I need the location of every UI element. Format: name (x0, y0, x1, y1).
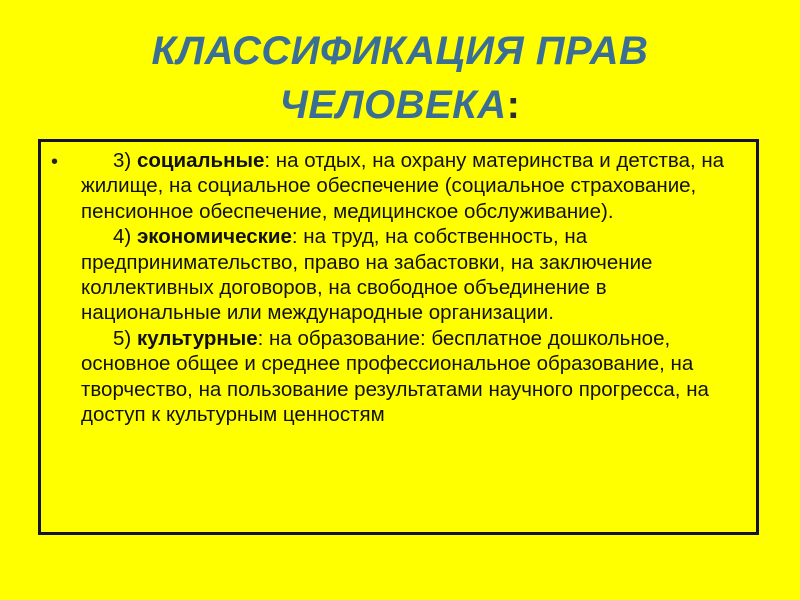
list-item-social (81, 148, 751, 224)
list-item-economic (81, 224, 751, 326)
bullet-marker: • (51, 151, 59, 173)
slide-title (0, 24, 800, 132)
list-item-cultural (81, 326, 751, 428)
item-number: 3) (113, 149, 132, 172)
title-line-2-text: ЧЕЛОВЕКА (279, 83, 507, 127)
item-description: : на образование: бесплатное дошкольное, основное общее и среднее профессиональное образование, на творчество, на пользование результатами научного прогресса, на доступ к культурным ценностям (81, 326, 709, 427)
item-description: : на отдых, на охрану материнства и детства, на жилище, на социальное обеспечение (социальное страхование, пенсионное обеспечение, медицинское обслуживание). (81, 149, 725, 223)
content-box (38, 139, 759, 535)
rights-list (81, 148, 751, 427)
category-label-social: социальные (136, 149, 265, 172)
item-number: 4) (113, 225, 132, 249)
item-number: 5) (113, 326, 132, 350)
title-line-2 (0, 78, 800, 132)
item-description: : на труд, на собственность, на предпринимательство, право на забастовки, на заключение коллективных договоров, на свободное объединение в национальные или международные организации. (81, 225, 653, 325)
category-label-economic: экономические (136, 225, 292, 249)
title-colon: : (506, 83, 521, 127)
title-line-1: КЛАССИФИКАЦИЯ ПРАВ (151, 29, 649, 73)
category-label-cultural: культурные (136, 326, 258, 350)
